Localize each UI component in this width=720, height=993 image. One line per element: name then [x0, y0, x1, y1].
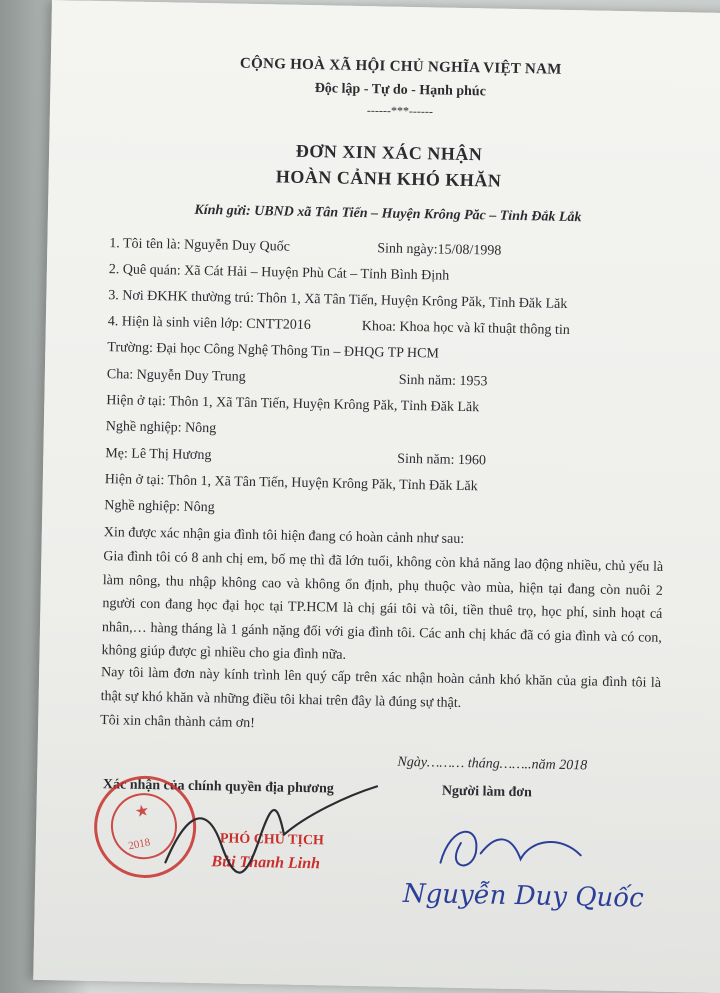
body-request: Nay tôi làm đơn này kính trình lên quý cấp trên xác nhận hoàn cảnh khó khăn của gia đình tôi là thật sự khó khăn và những điều tôi khai trên đây là đúng sự thật. [100, 665, 662, 711]
field-name: 1. Tôi tên là: Nguyễn Duy Quốc [109, 236, 290, 255]
applicant-handwritten-name: Nguyễn Duy Quốc [402, 878, 645, 914]
recipient: Kính gửi: UBND xã Tân Tiến – Huyện Krông Păc – Tỉnh Đắk Lắk [194, 202, 582, 226]
document-title-line1: ĐƠN XIN XÁC NHẬN [295, 140, 483, 165]
document-title-line2: HOÀN CẢNH KHÓ KHĂN [275, 166, 502, 191]
official-name: Bùi Thanh Linh [211, 853, 321, 873]
field-dob: Sinh ngày:15/08/1998 [377, 241, 502, 259]
field-mother-address: Hiện ở tại: Thôn 1, Xã Tân Tiến, Huyện Krông Păk, Tỉnh Đăk Lăk [104, 472, 478, 495]
motto: Độc lập - Tự do - Hạnh phúc [314, 81, 487, 100]
field-faculty: Khoa: Khoa học và kĩ thuật thông tin [361, 319, 570, 338]
applicant-label: Người làm đơn [441, 783, 533, 801]
field-father: Cha: Nguyễn Duy Trung [106, 367, 246, 385]
country-header: CỘNG HOÀ XÃ HỘI CHỦ NGHĨA VIỆT NAM [239, 55, 562, 78]
field-mother-job: Nghề nghiệp: Nông [104, 498, 215, 516]
official-title: PHÓ CHỦ TỊCH [219, 831, 325, 849]
field-mother-birth: Sinh năm: 1960 [397, 451, 487, 469]
authority-label: Xác nhận của chính quyền địa phương [102, 777, 334, 797]
applicant-signature [420, 812, 621, 886]
body-intro: Xin được xác nhận gia đình tôi hiện đang có hoàn cảnh như sau: [103, 525, 465, 548]
field-hometown: 2. Quê quán: Xã Cát Hải – Huyện Phù Cát – Tỉnh Bình Định [108, 262, 450, 284]
field-class: 4. Hiện là sinh viên lớp: CNTT2016 [107, 314, 311, 334]
body-situation: Gia đình tôi có 8 anh chị em, bố mẹ thì đã lớn tuổi, không còn khả năng lao động nhiều, chủ yếu là làm nông, thu nhập không cao và không ổn định, phụ thuộc vào mùa, hiện tại đang còn nuôi 2 người con đang học đại học tại TP.HCM là chị gái tôi và tôi, tiền thuê trọ, học phí, sinh hoạt cá nhân,… hàng tháng là 1 gánh nặng đối với gia đình tôi. Các anh chị khác đã có gia đình và có con, không giúp được gì nhiều cho gia đình nữa. [101, 549, 664, 663]
stamp-star-icon: ★ [133, 802, 151, 822]
signature-date: Ngày……… tháng……..năm 2018 [397, 754, 588, 774]
header-divider: ------***------ [366, 103, 434, 119]
field-father-birth: Sinh năm: 1953 [398, 372, 488, 390]
field-mother: Mẹ: Lê Thị Hương [105, 446, 212, 464]
document-paper [33, 0, 720, 993]
field-father-address: Hiện ở tại: Thôn 1, Xã Tân Tiến, Huyện Krông Păk, Tỉnh Đăk Lăk [106, 393, 480, 416]
field-school: Trường: Đại học Công Nghệ Thông Tin – ĐHQG TP HCM [107, 340, 440, 362]
field-residence: 3. Nơi ĐKHK thường trú: Thôn 1, Xã Tân Tiến, Huyện Krông Păk, Tỉnh Đăk Lăk [108, 288, 568, 312]
body-thanks: Tôi xin chân thành cảm ơn! [100, 713, 256, 732]
official-signature [125, 772, 387, 897]
field-father-job: Nghề nghiệp: Nông [105, 419, 217, 437]
stamp-date: 2018 [127, 836, 152, 853]
